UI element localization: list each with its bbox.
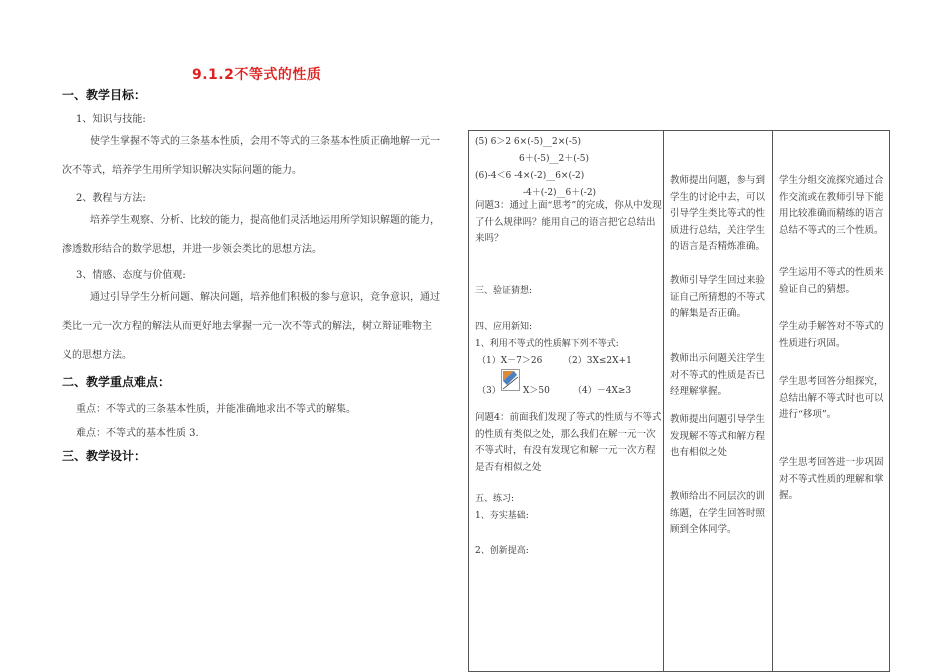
objective-1-label: 1、知识与技能: — [76, 114, 146, 125]
objective-2-text: 培养学生观察、分析、比较的能力，提高他们灵活地运用所学知识解题的能力， 渗透数形结合的数学思想，并进一步领会类比的思想方法。 — [62, 215, 440, 255]
student-note-e: 学生思考回答进一步巩固对不等式性质的理解和掌握。 — [779, 457, 884, 502]
practice-advanced: 2、创新提高: — [475, 546, 529, 556]
apply-heading: 四、应用新知: — [475, 322, 533, 332]
teacher-note-c: 教师出示问题关注学生对不等式的性质是否已经理解掌握。 — [670, 353, 766, 398]
fraction-icon — [501, 369, 521, 391]
exercise-6a: (6)-4＜6 -4×(-2)__6×(-2) — [475, 171, 585, 181]
teacher-note-b: 教师引导学生回过来验证自己所猜想的不等式的解集是否正确。 — [670, 275, 766, 320]
student-activity-column — [773, 131, 889, 671]
question-3: 问题3：通过上面“思考”的完成，你从中发现了什么规律吗？能用自己的语言把它总结出来吗？ — [475, 200, 662, 245]
key-point-focus: 重点：不等式的三条基本性质，并能准确地求出不等式的解集。 — [76, 404, 356, 415]
inequality-3-text: X＞50 — [523, 386, 550, 396]
question-4: 问题4：前面我们发现了等式的性质与不等式的性质有类似之处，那么我们在解一元一次不等式时，有没有发现它和解一元一次方程是否有相似之处 — [475, 412, 662, 473]
student-note-c: 学生动手解答对不等式的性质进行巩固。 — [779, 321, 884, 349]
key-point-difficulty: 难点：不等式的基本性质 3. — [76, 428, 199, 439]
practice-heading: 五、练习: — [475, 494, 515, 504]
objective-3-text: 通过引导学生分析问题、解决问题，培养他们积极的参与意识，竞争意识，通过 类比一元一次方程的解法从而更好地去掌握一元一次不等式的解法，树立辩证唯物主 义的思想方法。 — [62, 292, 440, 361]
inequality-2: （2）3X≤2X+1 — [563, 356, 632, 366]
student-note-a: 学生分组交流探究通过合作交流或在教师引导下能用比较准确而精练的语言总结不等式的三个性质。 — [779, 175, 884, 236]
teacher-activity-column — [664, 131, 772, 671]
heading-key-points: 二、教学重点难点： — [62, 375, 171, 389]
exercise-5b: 6＋(-5)__2＋(-5) — [519, 154, 590, 164]
practice-basic: 1、夯实基础: — [475, 511, 529, 521]
inline-formula-image — [501, 369, 521, 387]
teacher-note-a: 教师提出问题，参与到学生的讨论中去，可以引导学生类比等式的性质进行总结，关注学生的语言是否精炼准确。 — [670, 175, 766, 253]
page-title: 9.1.2不等式的性质 — [192, 67, 322, 83]
exercise-6b: -4＋(-2)__6＋(-2) — [523, 188, 597, 198]
inequality-4: （4）－4X≥3 — [573, 386, 632, 396]
objective-1-text: 使学生掌握不等式的三条基本性质，会用不等式的三条基本性质正确地解一元一 次不等式，培养学生用所学知识解决实际问题的能力。 — [62, 136, 440, 176]
heading-design: 三、教学设计： — [62, 449, 147, 463]
teaching-design-table — [468, 130, 890, 672]
objective-3-label: 3、情感、态度与价值观: — [76, 270, 186, 281]
student-note-d: 学生思考回答分组探究，总结出解不等式时也可以进行“移项”。 — [779, 376, 884, 421]
exercise-5a: (5) 6＞2 6×(-5)__2×(-5) — [475, 137, 582, 147]
content-column — [469, 131, 663, 671]
inequality-1: （1）X－7＞26 — [477, 356, 543, 366]
teacher-note-e: 教师给出不同层次的训练题，在学生回答时照顾到全体同学。 — [670, 491, 766, 536]
heading-objectives: 一、教学目标： — [62, 88, 147, 102]
verify-heading: 三、验证猜想: — [475, 286, 533, 296]
apply-instruction: 1、利用不等式的性质解下列不等式: — [475, 339, 619, 349]
objective-2-label: 2、教程与方法: — [76, 193, 146, 204]
inequality-3-label: （3） — [477, 386, 501, 396]
student-note-b: 学生运用不等式的性质来验证自己的猜想。 — [779, 267, 884, 295]
teacher-note-d: 教师提出问题引导学生发现解不等式和解方程也有相似之处 — [670, 414, 766, 459]
